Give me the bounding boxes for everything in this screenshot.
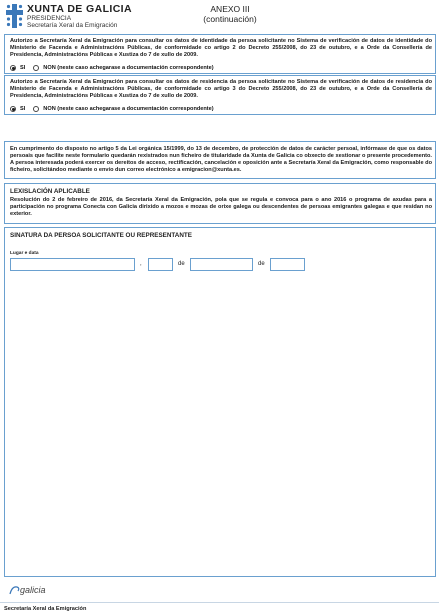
year-input[interactable]: [270, 258, 305, 271]
authorization-identity-box: [4, 34, 436, 74]
identity-no-radio[interactable]: [33, 65, 39, 71]
identity-yes-radio[interactable]: [10, 65, 16, 71]
authorization-identity-text: Autorizo a Secretaría Xeral da Emigración para consultar os datos de identidade da persoa solicitante no Sistema de verificación de datos de identidade do Ministerio de Facenda e Administracións Públicas, de conformidade co artigo 2 do Decreto 255/2008, do 23 de outubro, e a Orde da Consellería de Presidencia, Administracións Públicas e Xustiza do 7 de xullo de 2009.: [10, 38, 432, 59]
org-department: PRESIDENCIA: [27, 15, 72, 22]
authorization-residence-box: [4, 75, 436, 115]
authorization-residence-options: [10, 106, 214, 112]
annex-number: ANEXO III: [210, 4, 250, 14]
galicia-logo: [8, 584, 58, 598]
annex-title: [190, 4, 270, 24]
residence-no-radio[interactable]: [33, 106, 39, 112]
legislation-box: [4, 183, 436, 224]
residence-yes-radio[interactable]: [10, 106, 16, 112]
de-label-1: de: [178, 261, 185, 267]
day-input[interactable]: [148, 258, 173, 271]
identity-yes-label: SI: [20, 65, 26, 71]
signature-title: SINATURA DA PERSOA SOLICITANTE OU REPRESENTANTE: [10, 232, 192, 239]
residence-yes-label: SI: [20, 106, 26, 112]
authorization-identity-options: [10, 65, 214, 71]
data-protection-box: [4, 141, 436, 179]
legislation-text: Resolución do 2 de febreiro de 2016, da Secretaría Xeral da Emigración, pola que se regula e convoca para o ano 2016 o programa de axudas para a participación no programa Conecta con Galicia dirixido a mozos e mozas de orixe galega ou descendentes de persoas emigrantes galegas e que residan no exterior.: [10, 197, 432, 218]
org-secretariat: Secretaría Xeral da Emigración: [27, 22, 118, 29]
footer-secretariat: Secretaría Xeral da Emigración: [4, 606, 87, 612]
de-label-2: de: [258, 261, 265, 267]
signature-area[interactable]: [4, 279, 436, 577]
legislation-title: LEXISLACIÓN APLICABLE: [10, 188, 90, 195]
xunta-cross-icon: [6, 4, 23, 28]
galicia-logo-text: galicia: [20, 585, 46, 595]
annex-continuation: (continuación): [203, 14, 257, 24]
residence-no-label: NON (neste caso achegarase a documentación correspondente): [43, 106, 214, 112]
footer-divider: [0, 602, 439, 603]
place-comma: ,: [140, 261, 142, 267]
authorization-residence-text: Autorizo a Secretaría Xeral da Emigración para consultar os datos de residencia da persoa solicitante no Sistema de verificación de datos de residencia do Ministerio de Facenda e Administracións Públicas, de conformidade co artigo 3 do Decreto 255/2008, do 23 de outubro, e a Orde da Consellería de Presidencia, Administracións Públicas e Xustiza do 7 de xullo de 2009.: [10, 79, 432, 100]
place-input[interactable]: [10, 258, 135, 271]
data-protection-text: En cumprimento do disposto no artigo 5 da Lei orgánica 15/1999, do 13 de decembro, de protección de datos de carácter persoal, infórmase de que os datos persoais que facilite neste formulario quedarán rexistrados nun ficheiro de titularidade da Xunta de Galicia co obxecto de xestionar o presente procedemento. A persoa interesada poderá exercer os dereitos de acceso, rectificación, cancelación e oposición ante a Secretaría Xeral da Emigración, como responsable do ficheiro, solicitándoo mediante o envío dun correo electrónico a emigracion@xunta.es.: [10, 146, 432, 174]
place-date-label: Lugar e data: [10, 251, 39, 256]
document-header: [0, 0, 439, 34]
signature-box: [4, 227, 436, 279]
org-name: XUNTA DE GALICIA: [27, 3, 132, 15]
month-input[interactable]: [190, 258, 253, 271]
identity-no-label: NON (neste caso achegarase a documentación correspondente): [43, 65, 214, 71]
